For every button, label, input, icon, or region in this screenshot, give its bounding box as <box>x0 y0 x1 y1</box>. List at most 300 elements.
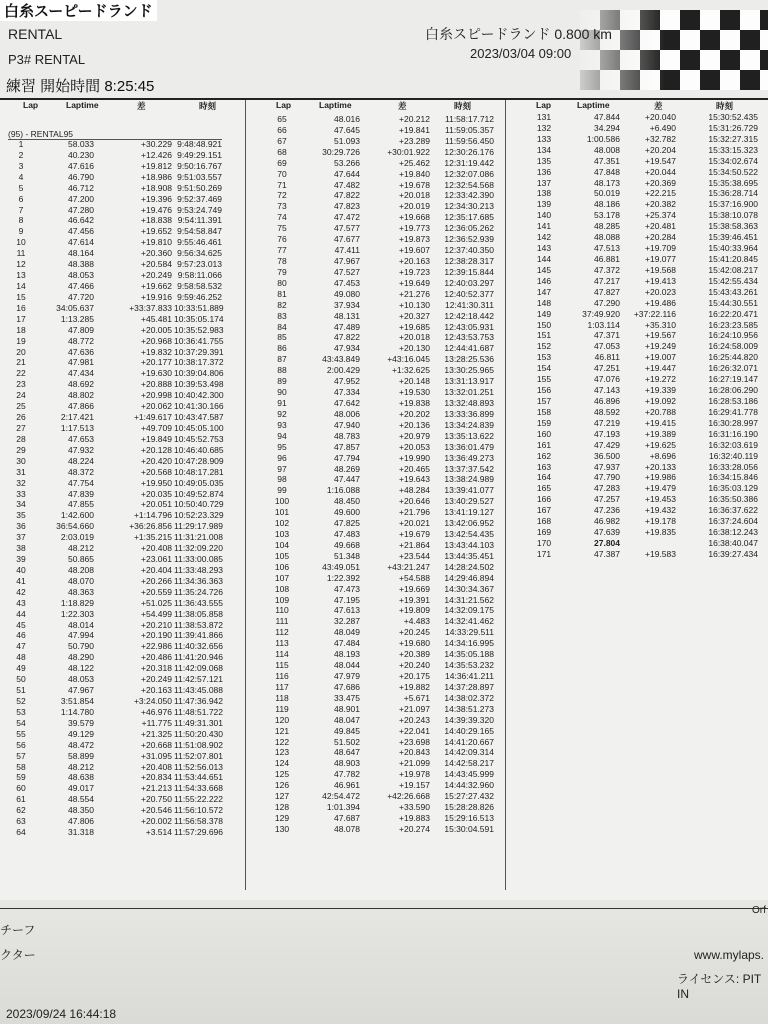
lap-clock: 15:32:27.315 <box>708 133 758 144</box>
lap-laptime: 46.712 <box>68 182 94 193</box>
lap-laptime: 48.783 <box>334 430 360 441</box>
lap-laptime: 51.502 <box>334 736 360 747</box>
lap-row <box>0 783 235 794</box>
lap-laptime: 1:16.088 <box>326 485 360 496</box>
lap-laptime: 47.809 <box>68 324 94 335</box>
lap-diff: +1:35.215 <box>133 532 172 543</box>
lap-lap: 19 <box>16 335 26 346</box>
lap-diff: +48.284 <box>399 485 430 496</box>
lap-row <box>258 245 498 256</box>
lap-row <box>258 813 498 824</box>
lap-clock: 15:34:02.674 <box>708 155 758 166</box>
lap-row <box>258 398 498 409</box>
lap-diff: +20.284 <box>645 232 676 243</box>
lap-laptime: 49.080 <box>334 288 360 299</box>
lap-laptime: 46.961 <box>334 780 360 791</box>
lap-lap: 100 <box>274 496 290 507</box>
lap-clock: 11:31:21.008 <box>174 532 223 543</box>
lap-clock: 11:52:07.801 <box>174 750 223 761</box>
lap-laptime: 48.016 <box>334 114 360 124</box>
lap-diff: +20.018 <box>399 332 430 343</box>
lap-diff: +19.583 <box>645 548 676 559</box>
lap-rows <box>0 139 235 838</box>
lap-row <box>0 259 235 270</box>
lap-row <box>0 696 235 707</box>
lap-clock: 12:30:26.176 <box>444 146 494 157</box>
lap-lap: 148 <box>536 297 552 308</box>
lap-row <box>0 379 235 390</box>
lap-clock: 14:37:28.897 <box>444 681 494 692</box>
print-timestamp: 2023/09/24 16:44:18 <box>6 1007 117 1021</box>
lap-row <box>518 156 768 167</box>
lap-clock: 11:36:43.555 <box>174 597 223 608</box>
lap-laptime: 47.979 <box>334 671 360 682</box>
lap-clock: 14:36:41.211 <box>445 671 494 682</box>
lap-lap: 145 <box>536 264 552 275</box>
lap-laptime: 47.513 <box>594 243 620 254</box>
lap-row <box>0 139 235 150</box>
lap-lap: 82 <box>277 299 287 310</box>
lap-lap: 89 <box>277 376 287 387</box>
lap-diff: +19.849 <box>141 433 172 444</box>
lap-laptime: 1:17.513 <box>60 422 94 433</box>
lap-laptime: 43:43.849 <box>322 354 360 365</box>
lap-diff: +20.327 <box>399 310 430 321</box>
lap-row <box>518 352 768 363</box>
lap-lap: 18 <box>16 324 26 335</box>
lap-diff: +20.646 <box>399 496 430 507</box>
lap-lap: 13 <box>16 270 26 281</box>
lap-lap: 98 <box>277 474 287 485</box>
lap-clock: 11:33:00.085 <box>174 554 223 565</box>
lap-diff: +20.210 <box>141 619 172 630</box>
lap-lap: 32 <box>16 477 26 488</box>
lap-diff: +19.625 <box>645 439 676 450</box>
lap-laptime: 47.827 <box>594 286 620 297</box>
lap-clock: 12:40:03.297 <box>444 277 494 288</box>
lap-row <box>518 472 768 483</box>
lap-lap: 141 <box>536 221 552 232</box>
lap-row <box>258 409 498 420</box>
lap-clock: 15:42:55.434 <box>708 275 758 286</box>
lap-clock: 13:32:01.251 <box>444 387 494 398</box>
lap-diff: +10.130 <box>399 299 430 310</box>
header-lap: Lap <box>23 100 39 110</box>
lap-lap: 124 <box>274 758 290 769</box>
lap-clock: 12:35:17.685 <box>444 212 494 223</box>
header-laptime: Laptime <box>577 100 610 110</box>
lap-laptime: 48.173 <box>594 177 620 188</box>
lap-lap: 60 <box>16 783 26 794</box>
lap-row <box>258 136 498 147</box>
lap-clock: 15:27:27.432 <box>444 791 494 802</box>
lap-clock: 12:34:30.213 <box>444 201 494 212</box>
lap-clock: 16:30:28.997 <box>708 417 758 428</box>
lap-row <box>518 188 768 199</box>
lap-row <box>258 267 498 278</box>
lap-laptime: 47.940 <box>334 419 360 430</box>
lap-row <box>0 663 235 674</box>
lap-row <box>0 816 235 827</box>
lap-clock: 13:38:24.989 <box>444 474 494 485</box>
lap-lap: 135 <box>536 155 552 166</box>
lap-lap: 146 <box>536 275 552 286</box>
lap-lap: 159 <box>536 417 552 428</box>
lap-laptime: 48.592 <box>594 406 620 417</box>
lap-diff: +23.544 <box>399 550 430 561</box>
lap-row <box>518 374 768 385</box>
lap-row <box>258 595 498 606</box>
lap-row <box>258 737 498 748</box>
lap-clock: 13:39:41.077 <box>444 485 494 496</box>
lap-clock: 14:33:29.511 <box>445 627 494 638</box>
lap-laptime: 47.794 <box>334 452 360 463</box>
lap-diff: +20.040 <box>645 112 676 122</box>
lap-laptime: 47.447 <box>334 474 360 485</box>
lap-laptime: 1:01.394 <box>326 802 360 813</box>
lap-diff: +19.607 <box>399 245 430 256</box>
lap-laptime: 47.489 <box>334 321 360 332</box>
lap-lap: 87 <box>277 354 287 365</box>
lap-row <box>258 780 498 791</box>
lap-row <box>0 237 235 248</box>
lap-clock: 12:38:28.317 <box>444 255 494 266</box>
lap-row <box>518 527 768 538</box>
lap-diff: +19.679 <box>399 529 430 540</box>
lap-diff: +54.499 <box>141 608 172 619</box>
lap-clock: 9:55:46.461 <box>177 237 222 248</box>
lap-lap: 41 <box>16 575 26 586</box>
lap-diff: +32.782 <box>645 133 676 144</box>
lap-lap: 153 <box>536 352 552 363</box>
lap-diff: +20.136 <box>399 419 430 430</box>
lap-lap: 128 <box>274 802 290 813</box>
lap-laptime: 48.554 <box>68 794 94 805</box>
lap-row <box>258 627 498 638</box>
lap-diff: +25.374 <box>645 210 676 221</box>
lap-clock: 16:39:27.434 <box>708 548 758 559</box>
lap-clock: 14:40:29.165 <box>444 725 494 736</box>
lap-laptime: 48.224 <box>68 455 94 466</box>
lap-lap: 122 <box>274 736 290 747</box>
lap-lap: 63 <box>16 816 26 827</box>
column-divider <box>245 100 246 890</box>
lap-diff: +19.841 <box>399 124 430 135</box>
lap-clock: 12:36:05.262 <box>444 223 494 234</box>
lap-clock: 13:36:49.273 <box>444 452 494 463</box>
lap-row <box>258 322 498 333</box>
lap-diff: +33.590 <box>399 802 430 813</box>
lap-diff: +20.668 <box>141 739 172 750</box>
lap-lap: 48 <box>16 652 26 663</box>
lap-laptime: 47.484 <box>334 638 360 649</box>
lap-clock: 16:34:15.846 <box>708 472 758 483</box>
lap-laptime: 48.802 <box>68 390 94 401</box>
lap-lap: 56 <box>16 739 26 750</box>
lap-lap: 121 <box>274 725 290 736</box>
lap-lap: 131 <box>536 112 552 122</box>
lap-row <box>0 489 235 500</box>
lap-laptime: 53.266 <box>334 157 360 168</box>
lap-laptime: 47.754 <box>68 477 94 488</box>
lap-row <box>0 740 235 751</box>
lap-lap: 24 <box>16 390 26 401</box>
lap-diff: +20.249 <box>141 674 172 685</box>
lap-laptime: 49.600 <box>334 507 360 518</box>
lap-row <box>258 376 498 387</box>
lap-clock: 11:59:56.450 <box>445 135 494 146</box>
lap-row <box>258 638 498 649</box>
lap-clock: 15:29:16.513 <box>444 813 494 823</box>
lap-diff: +19.685 <box>399 321 430 332</box>
lap-diff: +20.968 <box>141 335 172 346</box>
lap-clock: 12:33:42.390 <box>444 190 494 201</box>
lap-row <box>0 401 235 412</box>
lap-row <box>0 226 235 237</box>
lap-lap: 55 <box>16 728 26 739</box>
lap-laptime: 47.967 <box>334 255 360 266</box>
lap-row <box>0 314 235 325</box>
lap-clock: 14:44:32.960 <box>444 780 494 791</box>
lap-laptime: 47.952 <box>334 376 360 387</box>
lap-clock: 11:48:51.722 <box>174 706 223 717</box>
lap-clock: 15:36:28.714 <box>708 188 758 199</box>
lap-diff: +36:26.856 <box>129 521 172 532</box>
lap-diff: +19.007 <box>645 352 676 363</box>
lap-laptime: 47.639 <box>594 527 620 538</box>
lap-diff: +19.413 <box>645 275 676 286</box>
lap-row <box>0 456 235 467</box>
lap-lap: 34 <box>16 499 26 510</box>
lap-lap: 77 <box>277 245 287 256</box>
lap-row <box>518 243 768 254</box>
lap-diff: +23.698 <box>399 736 430 747</box>
lap-clock: 15:33:15.323 <box>708 144 758 155</box>
lap-clock: 10:52:23.329 <box>174 510 224 521</box>
lap-diff: +19.882 <box>399 681 430 692</box>
lap-diff: +19.812 <box>141 160 172 171</box>
lap-clock: 11:52:56.013 <box>174 761 223 772</box>
lap-row <box>0 499 235 510</box>
lap-clock: 15:38:58.363 <box>708 221 758 232</box>
lap-clock: 16:32:03.619 <box>708 439 758 450</box>
lap-row <box>518 298 768 309</box>
lap-laptime: 36.500 <box>594 450 620 461</box>
lap-diff: +12.426 <box>141 149 172 160</box>
lap-row <box>258 169 498 180</box>
lap-lap: 1 <box>18 139 24 149</box>
lap-diff: +19.339 <box>645 385 676 396</box>
lap-lap: 69 <box>277 157 287 168</box>
lap-lap: 143 <box>536 243 552 254</box>
lap-row <box>0 172 235 183</box>
lap-laptime: 2:00.429 <box>326 365 360 376</box>
lap-lap: 154 <box>536 363 552 374</box>
lap-row <box>258 474 498 485</box>
lap-lap: 11 <box>16 248 26 259</box>
lap-diff: +20.568 <box>141 466 172 477</box>
lap-row <box>258 212 498 223</box>
lap-clock: 15:34:50.522 <box>708 166 758 177</box>
lap-lap: 168 <box>536 516 552 527</box>
lap-row <box>258 682 498 693</box>
lap-row <box>0 194 235 205</box>
lap-diff: +31.095 <box>141 750 172 761</box>
lap-lap: 163 <box>536 461 552 472</box>
lap-laptime: 46.881 <box>594 253 620 264</box>
lap-laptime: 48.772 <box>68 335 94 346</box>
lap-clock: 14:32:41.462 <box>444 616 494 627</box>
lap-clock: 9:51:50.269 <box>177 182 222 193</box>
lap-diff: +23.289 <box>399 135 430 146</box>
lap-lap: 47 <box>16 641 26 652</box>
lap-diff: +20.002 <box>141 816 172 827</box>
lap-clock: 15:43:43.261 <box>708 286 758 297</box>
lap-laptime: 48.131 <box>334 310 360 321</box>
lap-laptime: 48.290 <box>68 652 94 663</box>
lap-laptime: 1:22.392 <box>326 572 360 583</box>
lap-diff: +5.671 <box>403 692 430 703</box>
lap-laptime: 2:03.019 <box>60 532 94 543</box>
lap-lap: 133 <box>536 133 552 144</box>
lap-row <box>258 562 498 573</box>
lap-row <box>518 385 768 396</box>
lap-laptime: 47.280 <box>68 204 94 215</box>
lap-laptime: 48.212 <box>68 543 94 554</box>
lap-laptime: 49.668 <box>334 539 360 550</box>
lap-diff: +19.840 <box>399 168 430 179</box>
lap-laptime: 47.932 <box>68 444 94 455</box>
lap-diff: +20.486 <box>141 652 172 663</box>
lap-clock: 16:27:19.147 <box>708 374 758 385</box>
lap-row <box>518 451 768 462</box>
lap-clock: 10:45:05.100 <box>174 422 224 433</box>
lap-lap: 74 <box>277 212 287 223</box>
lap-laptime: 47.257 <box>594 494 620 505</box>
lap-diff: +20.274 <box>399 823 430 834</box>
lap-lap: 35 <box>16 510 26 521</box>
lap-laptime: 1:03.114 <box>587 319 620 330</box>
lap-diff: +20.979 <box>399 430 430 441</box>
lap-lap: 22 <box>16 368 26 379</box>
lap-diff: +19.990 <box>399 452 430 463</box>
lap-diff: +19.652 <box>141 226 172 237</box>
lap-laptime: 48.070 <box>68 575 94 586</box>
lap-diff: +19.447 <box>645 363 676 374</box>
lap-laptime: 47.434 <box>68 368 94 379</box>
lap-clock: 11:53:44.651 <box>174 772 223 783</box>
lap-laptime: 49.017 <box>68 783 94 794</box>
lap-lap: 104 <box>274 539 290 550</box>
lap-row <box>0 762 235 773</box>
lap-diff: +19.883 <box>399 813 430 823</box>
lap-laptime: 47.790 <box>594 472 620 483</box>
lap-lap: 61 <box>16 794 26 805</box>
lap-clock: 14:38:02.372 <box>444 692 494 703</box>
lap-clock: 15:28:28.826 <box>444 802 494 813</box>
lap-lap: 96 <box>277 452 287 463</box>
lap-lap: 125 <box>274 769 290 780</box>
lap-clock: 11:47:36.942 <box>174 696 223 707</box>
lap-clock: 15:31:26.729 <box>708 122 758 133</box>
lap-row <box>518 341 768 352</box>
lap-clock: 9:58:58.532 <box>177 280 222 291</box>
lap-diff: +20.389 <box>399 649 430 660</box>
lap-diff: +19.950 <box>141 477 172 488</box>
lap-laptime: 47.806 <box>68 816 94 827</box>
lap-row <box>518 505 768 516</box>
lap-clock: 10:43:47.587 <box>174 412 224 423</box>
lap-laptime: 47.527 <box>334 266 360 277</box>
lap-laptime: 48.047 <box>334 714 360 725</box>
lap-clock: 16:29:41.778 <box>708 406 758 417</box>
lap-laptime: 46.982 <box>594 516 620 527</box>
lap-lap: 107 <box>274 572 290 583</box>
lap-clock: 11:49:31.301 <box>174 717 223 728</box>
lap-diff: +19.178 <box>645 516 676 527</box>
lap-lap: 45 <box>16 619 26 630</box>
lap-row <box>258 824 498 835</box>
lap-clock: 13:37:37.542 <box>444 463 494 474</box>
lap-row <box>0 685 235 696</box>
lap-row <box>0 205 235 216</box>
lap-laptime: 47.472 <box>334 212 360 223</box>
lap-laptime: 58.033 <box>68 139 94 149</box>
lap-row <box>518 330 768 341</box>
lap-lap: 160 <box>536 428 552 439</box>
lap-laptime: 27.804 <box>594 537 620 548</box>
lap-laptime: 37:49.920 <box>582 308 620 319</box>
lap-diff: +23.061 <box>141 554 172 565</box>
lap-row <box>518 549 768 560</box>
lap-row <box>258 518 498 529</box>
lap-lap: 139 <box>536 199 552 210</box>
track-info: 白糸スピードランド 0.800 km <box>425 26 612 42</box>
lap-lap: 144 <box>536 253 552 264</box>
lap-clock: 16:37:24.604 <box>708 516 758 527</box>
lap-diff: +20.163 <box>141 685 172 696</box>
lap-lap: 88 <box>277 365 287 376</box>
lap-diff: +20.019 <box>399 201 430 212</box>
lap-row <box>0 423 235 434</box>
lap-diff: +49.709 <box>141 422 172 433</box>
lap-laptime: 47.429 <box>594 439 620 450</box>
lap-diff: +19.873 <box>399 234 430 245</box>
lap-diff: +20.035 <box>141 488 172 499</box>
lap-laptime: 47.076 <box>594 374 620 385</box>
lap-row <box>258 605 498 616</box>
lap-clock: 9:52:37.469 <box>177 193 222 204</box>
lap-laptime: 47.577 <box>334 223 360 234</box>
lap-clock: 10:49:05.035 <box>174 477 224 488</box>
lap-lap: 137 <box>536 177 552 188</box>
lap-clock: 16:32:40.119 <box>709 450 758 461</box>
lap-row <box>0 587 235 598</box>
lap-diff: +20.584 <box>141 259 172 270</box>
lap-row <box>0 248 235 259</box>
lap-row <box>518 199 768 210</box>
lap-clock: 10:49:52.874 <box>174 488 224 499</box>
lap-row <box>258 791 498 802</box>
lap-diff: +19.249 <box>645 341 676 352</box>
lap-diff: +20.051 <box>141 499 172 510</box>
lap-diff: +20.053 <box>399 441 430 452</box>
lap-diff: +19.838 <box>399 397 430 408</box>
lap-diff: +20.559 <box>141 586 172 597</box>
lap-row <box>0 325 235 336</box>
lap-row <box>258 354 498 365</box>
lap-laptime: 1:14.780 <box>60 706 94 717</box>
